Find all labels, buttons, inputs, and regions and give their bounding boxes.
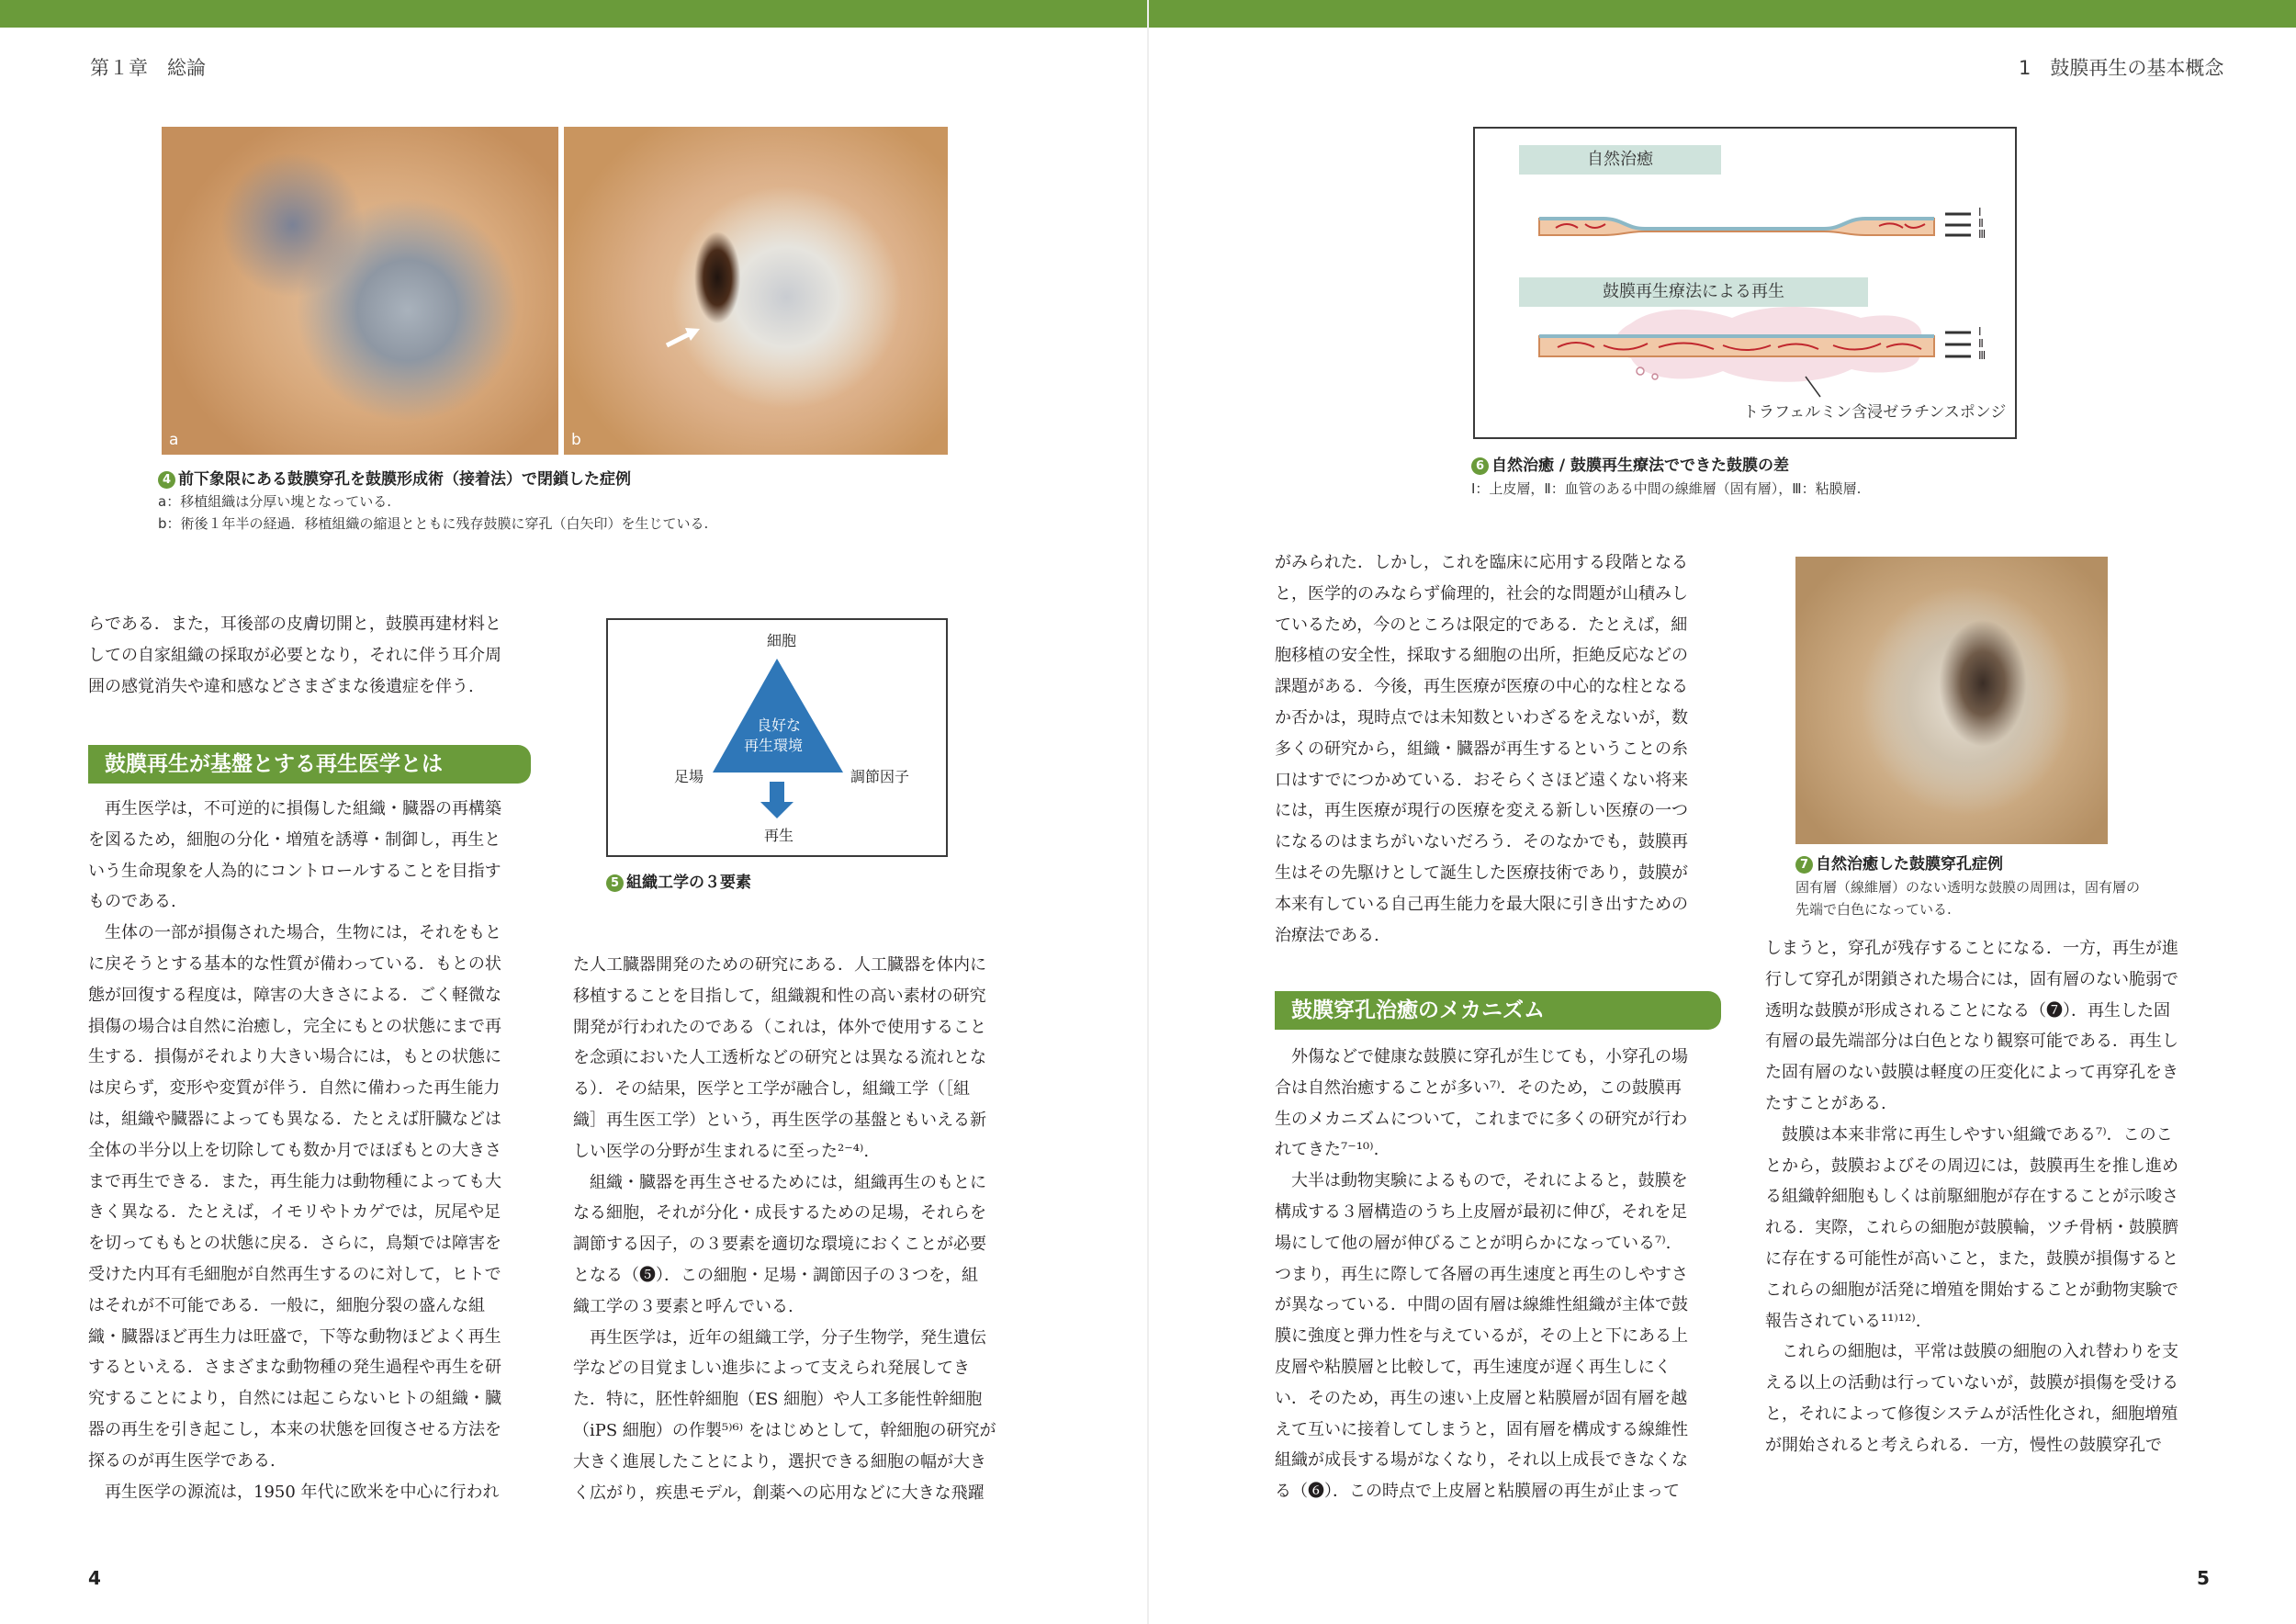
text-line: と，それによって修復システムが活性化され，細胞増殖 (1765, 1404, 2178, 1424)
text-line: 器の再生を引き起こし，本来の状態を回復させる方法を (88, 1419, 501, 1439)
figure7-caption (1795, 876, 2140, 920)
text-line: これらの細胞は，平常は鼓膜の細胞の入れ替わりを支 (1765, 1342, 2178, 1362)
text-line: （iPS 細胞）の作製⁵⁾⁶⁾ をはじめとして，幹細胞の研究が (573, 1420, 996, 1440)
text-line: と，医学的のみならず倫理的，社会的な問題が山積みし (1275, 583, 1688, 603)
text-line: は戻らず，変形や変質が伴う．自然に備わった再生能力 (88, 1078, 501, 1099)
text-line: 織工学の３要素と呼んでいる. (573, 1296, 793, 1316)
figure6-number-badge: 6 (1471, 457, 1489, 475)
running-head-left: 第１章 総論 (90, 57, 206, 79)
text-line: 囲の感覚消失や違和感などさまざまな後遺症を伴う. (88, 676, 474, 696)
text-line: になるのはまちがいないだろう．そのなかでも，鼓膜再 (1275, 832, 1688, 852)
text-line: つまり，再生に際して各層の再生速度と再生のしやすさ (1275, 1264, 1688, 1284)
figure4-title (158, 466, 631, 489)
page-number-right: 5 (2197, 1567, 2210, 1589)
text-line: が異なっている．中間の固有層は線維性組織が主体で鼓 (1275, 1295, 1688, 1315)
text-line: 大半は動物実験によるもので，それによると，鼓膜を (1275, 1171, 1688, 1191)
text-line: 本来有している自己再生能力を最大限に引き出すための (1275, 894, 1688, 914)
text-line: ているため，今のところは限定的である．たとえば，細 (1275, 615, 1688, 635)
text-line: するといえる．さまざまな動物種の発生過程や再生を研 (88, 1358, 501, 1378)
layer-label-top-3: Ⅲ (1978, 228, 1986, 241)
text-line: た人工臓器開発のための研究にある．人工臓器を体内に (573, 955, 986, 975)
text-line: がみられた．しかし，これを臨床に応用する段階となる (1275, 553, 1688, 572)
diagram5-top-label: 細胞 (767, 632, 797, 649)
text-line: 構成する３層構造のうち上皮層が最初に伸び，それを足 (1275, 1201, 1688, 1222)
text-line: 受けた内耳有毛細胞が自然再生するのに対して，ヒトで (88, 1264, 501, 1284)
text-line: れてきた⁷⁻¹⁰⁾. (1275, 1140, 1379, 1160)
diagram5-right-label: 調節因子 (850, 768, 910, 785)
membrane-layers-graphic (1475, 129, 2019, 441)
text-line: これらの細胞が活発に増殖を開始することが動物実験で (1765, 1280, 2178, 1300)
text-line: 生はその先駆けとして誕生した医療技術であり，鼓膜が (1275, 863, 1688, 883)
layer-label-bottom-2: Ⅱ (1978, 337, 1984, 350)
layer-label-top-1: Ⅰ (1978, 206, 1982, 219)
text-line: 学などの目覚ましい進歩によって支えられ発展してき (573, 1359, 970, 1379)
text-line: か否かは，現時点では未知数といわざるをえないが，数 (1275, 707, 1688, 727)
page-number-left: 4 (88, 1567, 101, 1589)
figure7-caption-line2: 先端で白色になっている. (1795, 901, 1952, 918)
sponge-label: トラフェルミン含浸ゼラチンスポンジ (1743, 403, 2007, 422)
text-line: 織・臓器ほど再生力は旺盛で，下等な動物ほどよく再生 (88, 1326, 501, 1347)
text-line: 全体の半分以上を切除しても数か月でほぼもとの大きさ (88, 1140, 501, 1160)
text-line: る組織幹細胞もしくは前駆細胞が存在することが示唆さ (1765, 1187, 2178, 1207)
text-line: たすことがある. (1765, 1093, 1886, 1113)
section-heading-regenerative-medicine: 鼓膜再生が基盤とする再生医学とは (88, 745, 531, 784)
figure4-caption (158, 491, 708, 535)
text-line: には，再生医療が現行の医療を変える新しい医療の一つ (1275, 801, 1688, 821)
text-line: 探るのが再生医学である. (88, 1450, 276, 1471)
figure7-title (1795, 851, 2003, 874)
text-line: 損傷の場合は自然に治癒し，完全にもとの状態にまで再 (88, 1016, 501, 1036)
text-line: まで再生できる．また，再生能力は動物種によっても大 (88, 1171, 501, 1191)
layer-label-bottom-3: Ⅲ (1978, 349, 1986, 362)
column1-intro-text (88, 609, 535, 702)
text-line: 報告されている¹¹⁾¹²⁾. (1765, 1311, 1921, 1331)
figure6-title-text: 自然治癒 / 鼓膜再生療法でできた鼓膜の差 (1491, 457, 1790, 475)
running-head-right: 1 鼓膜再生の基本概念 (2019, 57, 2224, 79)
figure4-number-badge: 4 (158, 471, 175, 489)
text-line: い．そのため，再生の速い上皮層と粘膜層が固有層を越 (1275, 1388, 1688, 1408)
text-line: に存在する可能性が高いこと，また，鼓膜が損傷すると (1765, 1248, 2178, 1269)
column3-top-text (1275, 547, 1722, 951)
text-line: 多くの研究から，組織・臓器が再生するということの糸 (1275, 739, 1688, 759)
figure5-diagram (606, 618, 948, 857)
text-line: 口はすでにつかめている．おそらくさほど遠くない将来 (1275, 770, 1689, 790)
figure6-caption (1471, 478, 1861, 500)
text-line: 大きく進展したことにより，選択できる細胞の幅が大き (573, 1451, 986, 1472)
text-line: らである．また，耳後部の皮膚切開と，鼓膜再建材料と (88, 615, 501, 634)
text-line: 場にして他の層が伸びることが明らかになっている⁷⁾. (1275, 1233, 1671, 1253)
text-line: く広がり，疾患モデル，創薬への応用などに大きな飛躍 (573, 1483, 985, 1503)
text-line: 織］再生医工学）という，再生医学の基盤ともいえる新 (573, 1110, 986, 1130)
text-line: 皮層や粘膜層と比較して，再生速度が遅く再生しにく (1275, 1357, 1671, 1377)
text-line: 究することにより，自然には起こらないヒトの組織・臓 (88, 1389, 501, 1409)
text-line: はそれが不可能である．一般に，細胞分裂の盛んな組 (88, 1295, 485, 1315)
diagram5-left-label: 足場 (674, 768, 704, 785)
text-line: 胞移植の安全性，採取する細胞の出所，拒絶反応などの (1275, 646, 1688, 666)
figure7-caption-line1: 固有層（線維層）のない透明な鼓膜の周囲は，固有層の (1795, 879, 2141, 896)
text-line: しい医学の分野が生まれるに至った²⁻⁴⁾. (573, 1141, 870, 1161)
text-line: 外傷などで健康な鼓膜に穿孔が生じても，小穿孔の場 (1275, 1047, 1688, 1066)
text-line: た．特に，胚性幹細胞（ES 細胞）や人工多能性幹細胞 (573, 1390, 983, 1410)
white-arrow-icon (564, 127, 948, 455)
figure4-title-text: 前下象限にある鼓膜穿孔を鼓膜形成術（接着法）で閉鎖した症例 (178, 470, 631, 489)
figure7-title-text: 自然治癒した鼓膜穿孔症例 (1816, 855, 2003, 874)
figure4-caption-a: a：移植組織は分厚い塊となっている. (158, 493, 391, 510)
figure6-diagram (1473, 127, 2017, 439)
text-line: 鼓膜は本来非常に再生しやすい組織である⁷⁾．このこ (1765, 1124, 2173, 1145)
text-line: 有層の最先端部分は白色となり観察可能である．再生し (1765, 1032, 2178, 1052)
text-line: が開始されると考えられる．一方，慢性の鼓膜穿孔で (1765, 1435, 2162, 1455)
figure5-number-badge: 5 (606, 874, 624, 892)
column1-body-text (88, 794, 535, 1507)
text-line: を切ってももとの状態に戻る．さらに，鳥類では障害を (88, 1234, 501, 1254)
text-line: た固有層のない鼓膜は軽度の圧変化によって再穿孔をき (1765, 1063, 2178, 1083)
figure6-caption-text: Ⅰ：上皮層，Ⅱ：血管のある中間の線維層（固有層），Ⅲ：粘膜層. (1471, 480, 1862, 497)
regeneration-therapy-label: 鼓膜再生療法による再生 (1519, 277, 1868, 307)
text-line: 再生医学の源流は，1950 年代に欧米を中心に行われ (88, 1482, 500, 1502)
layer-label-bottom-1: Ⅰ (1978, 325, 1982, 338)
text-line: しまうと，穿孔が残存することになる．一方，再生が進 (1765, 939, 2178, 958)
text-line: に戻そうとする基本的な性質が備わっている．もとの状 (88, 953, 501, 974)
text-line: 生する．損傷がそれより大きい場合には，もとの状態に (88, 1047, 501, 1067)
text-line: いう生命現象を人為的にコントロールすることを目指す (88, 861, 501, 881)
section-heading-healing-mechanism: 鼓膜穿孔治癒のメカニズム (1275, 991, 1721, 1030)
page-spine (1147, 0, 1149, 1624)
text-line: 透明な鼓膜が形成されることになる（❼）．再生した固 (1765, 1000, 2170, 1021)
column3-body-text (1275, 1042, 1722, 1507)
text-line: 課題がある．今後，再生医療が医療の中心的な柱となる (1275, 677, 1688, 697)
text-line: 膜に強度と弾力性を与えているが，その上と下にある上 (1275, 1326, 1688, 1347)
figure7-photo (1795, 557, 2108, 844)
text-line: しての自家組織の採取が必要となり，それに伴う耳介周 (88, 645, 501, 665)
text-line: 合は自然治癒することが多い⁷⁾．そのため，この鼓膜再 (1275, 1077, 1682, 1098)
text-line: 調節する因子，の３要素を適切な環境におくことが必要 (573, 1235, 986, 1255)
text-line: ものである. (88, 892, 176, 912)
figure7-number-badge: 7 (1795, 856, 1813, 874)
text-line: 組織・臓器を再生させるためには，組織再生のもとに (573, 1172, 986, 1192)
text-line: る）．その結果，医学と工学が融合し，組織工学（［組 (573, 1079, 970, 1100)
text-line: 態が回復する程度は，障害の大きさによる．ごく軽微な (88, 985, 501, 1005)
text-line: 組織が成長する場がなくなり，それ以上成長できなくな (1275, 1450, 1688, 1471)
text-line: る（❻）．この時点で上皮層と粘膜層の再生が止まって (1275, 1482, 1680, 1502)
figure6-title (1471, 452, 1789, 475)
figure4-photo-b (564, 127, 948, 455)
text-line: となる（❺）．この細胞・足場・調節因子の３つを，組 (573, 1265, 978, 1285)
natural-healing-label: 自然治癒 (1519, 145, 1721, 175)
text-line: 生のメカニズムについて，これまでに多くの研究が行わ (1275, 1109, 1688, 1129)
text-line: れる．実際，これらの細胞が鼓膜輪，ツチ骨柄・鼓膜臍 (1765, 1218, 2178, 1238)
diagram5-bottom-label: 再生 (764, 827, 794, 844)
column2-body-text (573, 950, 1020, 1508)
text-line: きく異なる．たとえば，イモリやトカゲでは，尻尾や足 (88, 1202, 501, 1223)
text-line: を念頭においた人工透析などの研究とは異なる流れとな (573, 1048, 986, 1068)
text-line: とから，鼓膜およびその周辺には，鼓膜再生を推し進め (1765, 1156, 2178, 1176)
text-line: なる細胞，それが分化・成長するための足場，それらを (573, 1203, 986, 1224)
diagram5-center-line2: 再生環境 (744, 737, 804, 754)
figure4-caption-b: b：術後１年半の経過．移植組織の縮退とともに残存鼓膜に穿孔（白矢印）を生じている. (158, 515, 709, 532)
diagram5-center-line1: 良好な (757, 716, 802, 734)
figure4-label-b: b (571, 431, 581, 449)
text-line: 生体の一部が損傷された場合，生物には，それをもと (88, 923, 501, 943)
text-line: 再生医学は，不可逆的に損傷した組織・臓器の再構築 (88, 799, 501, 818)
figure5-title-text: 組織工学の３要素 (626, 874, 751, 892)
text-line: 行して穿孔が閉鎖された場合には，固有層のない脆弱で (1765, 969, 2178, 989)
text-line: 移植することを目指して，組織親和性の高い素材の研究 (573, 986, 986, 1006)
text-line: えて互いに接着してしまうと，固有層を構成する線維性 (1275, 1419, 1688, 1439)
text-line: 治療法である. (1275, 925, 1379, 945)
figure4-label-a: a (169, 431, 179, 449)
layer-label-top-2: Ⅱ (1978, 217, 1984, 230)
text-line: 再生医学は，近年の組織工学，分子生物学，発生遺伝 (573, 1327, 986, 1348)
figure5-title (606, 869, 751, 892)
column4-body-text (1765, 933, 2212, 1461)
text-line: は，組織や臓器によっても異なる．たとえば肝臓などは (88, 1109, 501, 1129)
text-line: 開発が行われたのである（これは，体外で使用すること (573, 1017, 986, 1037)
text-line: える以上の活動は行っていないが，鼓膜が損傷を受ける (1765, 1373, 2178, 1393)
text-line: を図るため，細胞の分化・増殖を誘導・制御し，再生と (88, 829, 501, 850)
figure4-photo-a (162, 127, 558, 455)
